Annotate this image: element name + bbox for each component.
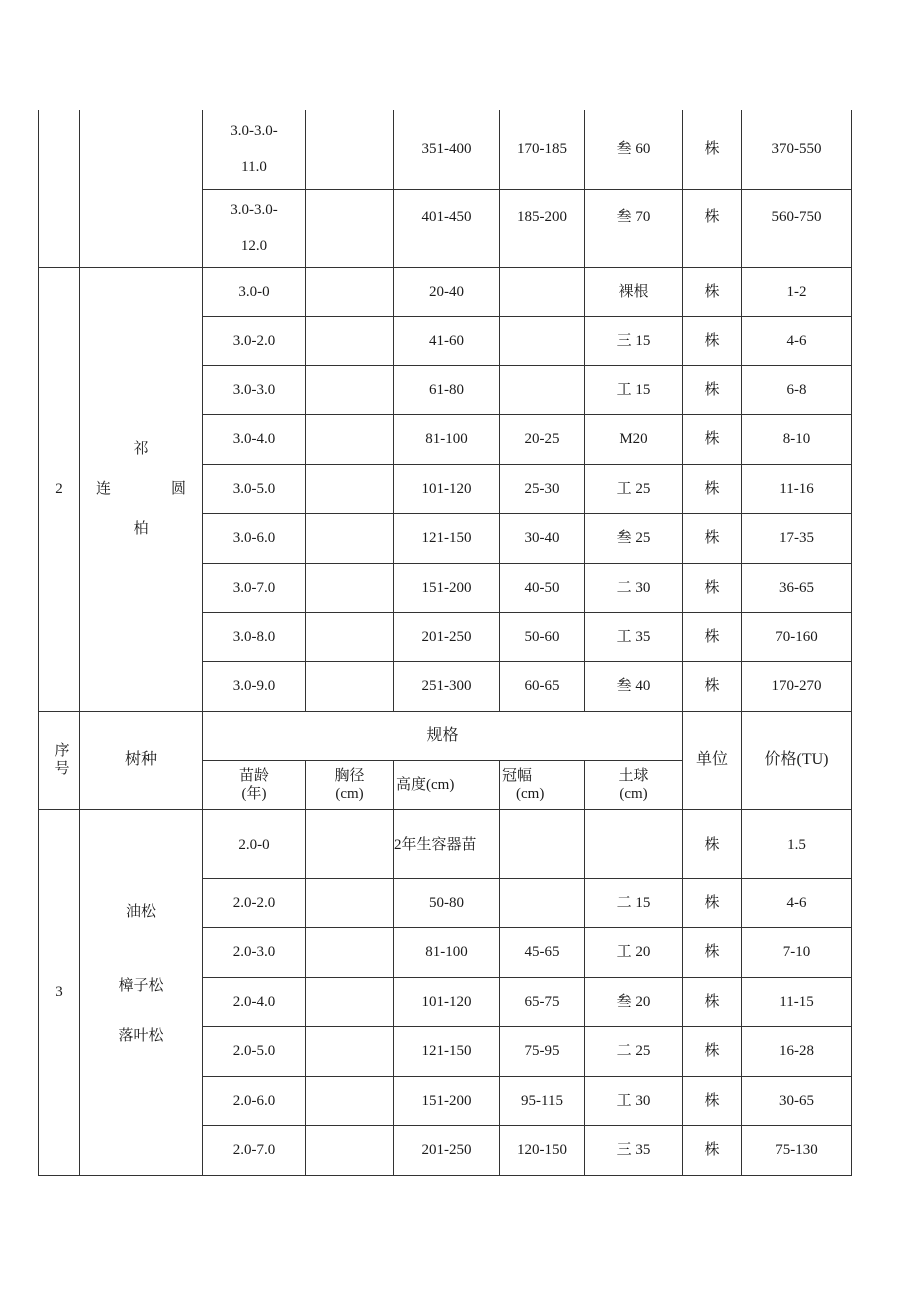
- price-cell: 1.5: [742, 809, 852, 878]
- dbh-cell: [306, 316, 394, 365]
- unit-cell: 株: [683, 612, 742, 661]
- age-cell: 3.0-7.0: [203, 563, 306, 612]
- unit-cell: 株: [683, 1026, 742, 1076]
- dbh-cell: [306, 612, 394, 661]
- header-price: 价格(TU): [742, 711, 852, 809]
- age-cell: 3.0-6.0: [203, 513, 306, 563]
- height-cell: 151-200: [394, 1076, 500, 1125]
- price-cell: 370-550: [742, 110, 852, 189]
- crown-cell: [500, 316, 585, 365]
- crown-cell: [500, 267, 585, 316]
- unit-cell: 株: [683, 977, 742, 1026]
- unit-cell: 株: [683, 464, 742, 513]
- crown-cell: 60-65: [500, 661, 585, 711]
- ball-cell: [585, 809, 683, 878]
- ball-cell: 三 35: [585, 1125, 683, 1175]
- ball-cell: 工 20: [585, 927, 683, 977]
- header-height: 高度(cm): [394, 760, 500, 809]
- price-cell: 17-35: [742, 513, 852, 563]
- dbh-cell: [306, 1026, 394, 1076]
- age-line-1: 3.0-3.0-: [230, 123, 278, 140]
- price-cell: 70-160: [742, 612, 852, 661]
- age-line-1: 3.0-3.0-: [230, 202, 278, 218]
- price-cell: 75-130: [742, 1125, 852, 1175]
- dbh-cell: [306, 267, 394, 316]
- header-line: (cm): [516, 785, 545, 802]
- height-cell: 201-250: [394, 1125, 500, 1175]
- species-name: 落叶松: [118, 1027, 164, 1044]
- crown-cell: 25-30: [500, 464, 585, 513]
- price-cell: 7-10: [742, 927, 852, 977]
- seq-cell: [39, 110, 80, 267]
- price-cell: 16-28: [742, 1026, 852, 1076]
- age-cell: 3.0-3.0: [203, 365, 306, 414]
- unit-cell: 株: [683, 189, 742, 267]
- crown-cell: 45-65: [500, 927, 585, 977]
- crown-cell: 65-75: [500, 977, 585, 1026]
- header-seq-char: 序: [54, 743, 70, 759]
- height-cell: 50-80: [394, 878, 500, 927]
- header-line: 胸径: [334, 767, 365, 784]
- dbh-cell: [306, 563, 394, 612]
- age-cell: 2.0-5.0: [203, 1026, 306, 1076]
- price-cell: 170-270: [742, 661, 852, 711]
- dbh-cell: [306, 809, 394, 878]
- crown-cell: [500, 365, 585, 414]
- age-cell: 3.0-4.0: [203, 414, 306, 464]
- ball-cell: 叁 20: [585, 977, 683, 1026]
- unit-cell: 株: [683, 267, 742, 316]
- dbh-cell: [306, 878, 394, 927]
- dbh-cell: [306, 661, 394, 711]
- unit-cell: 株: [683, 661, 742, 711]
- header-unit: 单位: [683, 711, 742, 809]
- height-cell: 101-120: [394, 464, 500, 513]
- header-line: 冠幅: [502, 767, 533, 784]
- unit-cell: 株: [683, 414, 742, 464]
- header-crown: [500, 760, 585, 809]
- species-name: 樟子松: [118, 977, 164, 994]
- ball-cell: 工 15: [585, 365, 683, 414]
- crown-cell: 95-115: [500, 1076, 585, 1125]
- ball-cell: 三 15: [585, 316, 683, 365]
- price-cell: 1-2: [742, 267, 852, 316]
- header-spec: 规格: [203, 711, 683, 760]
- dbh-cell: [306, 1125, 394, 1175]
- age-line-2: 12.0: [240, 238, 268, 254]
- header-dbh: [306, 760, 394, 809]
- header-line: (cm): [335, 785, 364, 802]
- header-line: 土球: [618, 767, 649, 784]
- unit-cell: 株: [683, 316, 742, 365]
- age-cell: 2.0-0: [203, 809, 306, 878]
- species-name-block: [80, 429, 202, 549]
- ball-cell: 裸根: [585, 267, 683, 316]
- species-cell: [80, 809, 203, 1175]
- age-cell: 2.0-3.0: [203, 927, 306, 977]
- price-table-page: [38, 110, 852, 1176]
- table-row: [39, 809, 852, 878]
- price-cell: 4-6: [742, 878, 852, 927]
- unit-cell: 株: [683, 110, 742, 189]
- species-char-row: [80, 469, 202, 509]
- crown-cell: 40-50: [500, 563, 585, 612]
- age-cell: 3.0-9.0: [203, 661, 306, 711]
- ball-cell: 叁 70: [585, 189, 683, 267]
- unit-cell: 株: [683, 878, 742, 927]
- age-line-2: 11.0: [241, 159, 267, 176]
- header-age: [203, 760, 306, 809]
- age-cell: 2.0-6.0: [203, 1076, 306, 1125]
- crown-cell: [500, 878, 585, 927]
- crown-cell: 120-150: [500, 1125, 585, 1175]
- age-cell: [203, 110, 306, 189]
- table-row: [39, 267, 852, 316]
- ball-cell: 二 25: [585, 1026, 683, 1076]
- age-cell: 2.0-4.0: [203, 977, 306, 1026]
- price-cell: 8-10: [742, 414, 852, 464]
- unit-cell: 株: [683, 1076, 742, 1125]
- unit-cell: 株: [683, 513, 742, 563]
- dbh-cell: [306, 464, 394, 513]
- age-cell: 2.0-2.0: [203, 878, 306, 927]
- crown-cell: 20-25: [500, 414, 585, 464]
- species-cell: [80, 267, 203, 711]
- ball-cell: 二 15: [585, 878, 683, 927]
- height-cell: 101-120: [394, 977, 500, 1026]
- age-cell: 3.0-5.0: [203, 464, 306, 513]
- crown-cell: 75-95: [500, 1026, 585, 1076]
- header-seq: [39, 711, 80, 809]
- dbh-cell: [306, 927, 394, 977]
- height-cell: 20-40: [394, 267, 500, 316]
- height-cell: 81-100: [394, 414, 500, 464]
- ball-cell: 工 35: [585, 612, 683, 661]
- ball-cell: 工 30: [585, 1076, 683, 1125]
- unit-cell: 株: [683, 927, 742, 977]
- dbh-cell: [306, 110, 394, 189]
- age-cell: 2.0-7.0: [203, 1125, 306, 1175]
- species-char: 圆: [170, 481, 186, 497]
- ball-cell: 二 30: [585, 563, 683, 612]
- crown-cell: 50-60: [500, 612, 585, 661]
- height-cell: 41-60: [394, 316, 500, 365]
- age-cell: 3.0-2.0: [203, 316, 306, 365]
- header-line: 苗龄: [238, 767, 269, 784]
- species-cell: [80, 110, 203, 267]
- age-cell: [203, 189, 306, 267]
- height-cell: 81-100: [394, 927, 500, 977]
- dbh-cell: [306, 513, 394, 563]
- dbh-cell: [306, 414, 394, 464]
- unit-cell: 株: [683, 563, 742, 612]
- ball-cell: 工 25: [585, 464, 683, 513]
- dbh-cell: [306, 977, 394, 1026]
- species-char: 柏: [133, 521, 149, 537]
- crown-cell: 170-185: [500, 110, 585, 189]
- unit-cell: 株: [683, 1125, 742, 1175]
- height-cell: 201-250: [394, 612, 500, 661]
- dbh-cell: [306, 365, 394, 414]
- age-cell: 3.0-0: [203, 267, 306, 316]
- unit-cell: 株: [683, 365, 742, 414]
- height-cell: 121-150: [394, 1026, 500, 1076]
- price-cell: 36-65: [742, 563, 852, 612]
- header-line: (cm): [619, 785, 648, 802]
- header-seq-char: 号: [54, 761, 70, 777]
- seedling-price-table: [38, 110, 852, 1176]
- height-value: 2年生容器苗: [394, 836, 477, 853]
- price-cell: 30-65: [742, 1076, 852, 1125]
- header-row: [39, 711, 852, 760]
- price-cell: 4-6: [742, 316, 852, 365]
- price-cell: 11-15: [742, 977, 852, 1026]
- species-char: 连: [96, 481, 112, 497]
- seq-cell: 2: [39, 267, 80, 711]
- height-cell: [394, 809, 500, 878]
- height-cell: 251-300: [394, 661, 500, 711]
- height-cell: 151-200: [394, 563, 500, 612]
- ball-cell: M20: [585, 414, 683, 464]
- height-cell: 351-400: [394, 110, 500, 189]
- height-cell: 61-80: [394, 365, 500, 414]
- height-cell: 121-150: [394, 513, 500, 563]
- crown-cell: [500, 809, 585, 878]
- ball-cell: 叁 40: [585, 661, 683, 711]
- unit-cell: 株: [683, 809, 742, 878]
- species-name-block: [80, 810, 202, 1048]
- table-row: [39, 110, 852, 189]
- seq-cell: 3: [39, 809, 80, 1175]
- dbh-cell: [306, 1076, 394, 1125]
- age-cell: 3.0-8.0: [203, 612, 306, 661]
- header-ball: [585, 760, 683, 809]
- ball-cell: 叁 25: [585, 513, 683, 563]
- crown-cell: 185-200: [500, 189, 585, 267]
- price-cell: 6-8: [742, 365, 852, 414]
- header-species: 树种: [80, 711, 203, 809]
- species-name: 油松: [125, 903, 156, 920]
- species-char: 祁: [133, 441, 149, 457]
- price-cell: 560-750: [742, 189, 852, 267]
- dbh-cell: [306, 189, 394, 267]
- height-cell: 401-450: [394, 189, 500, 267]
- ball-cell: 叁 60: [585, 110, 683, 189]
- price-cell: 11-16: [742, 464, 852, 513]
- header-line: (年): [241, 785, 267, 802]
- crown-cell: 30-40: [500, 513, 585, 563]
